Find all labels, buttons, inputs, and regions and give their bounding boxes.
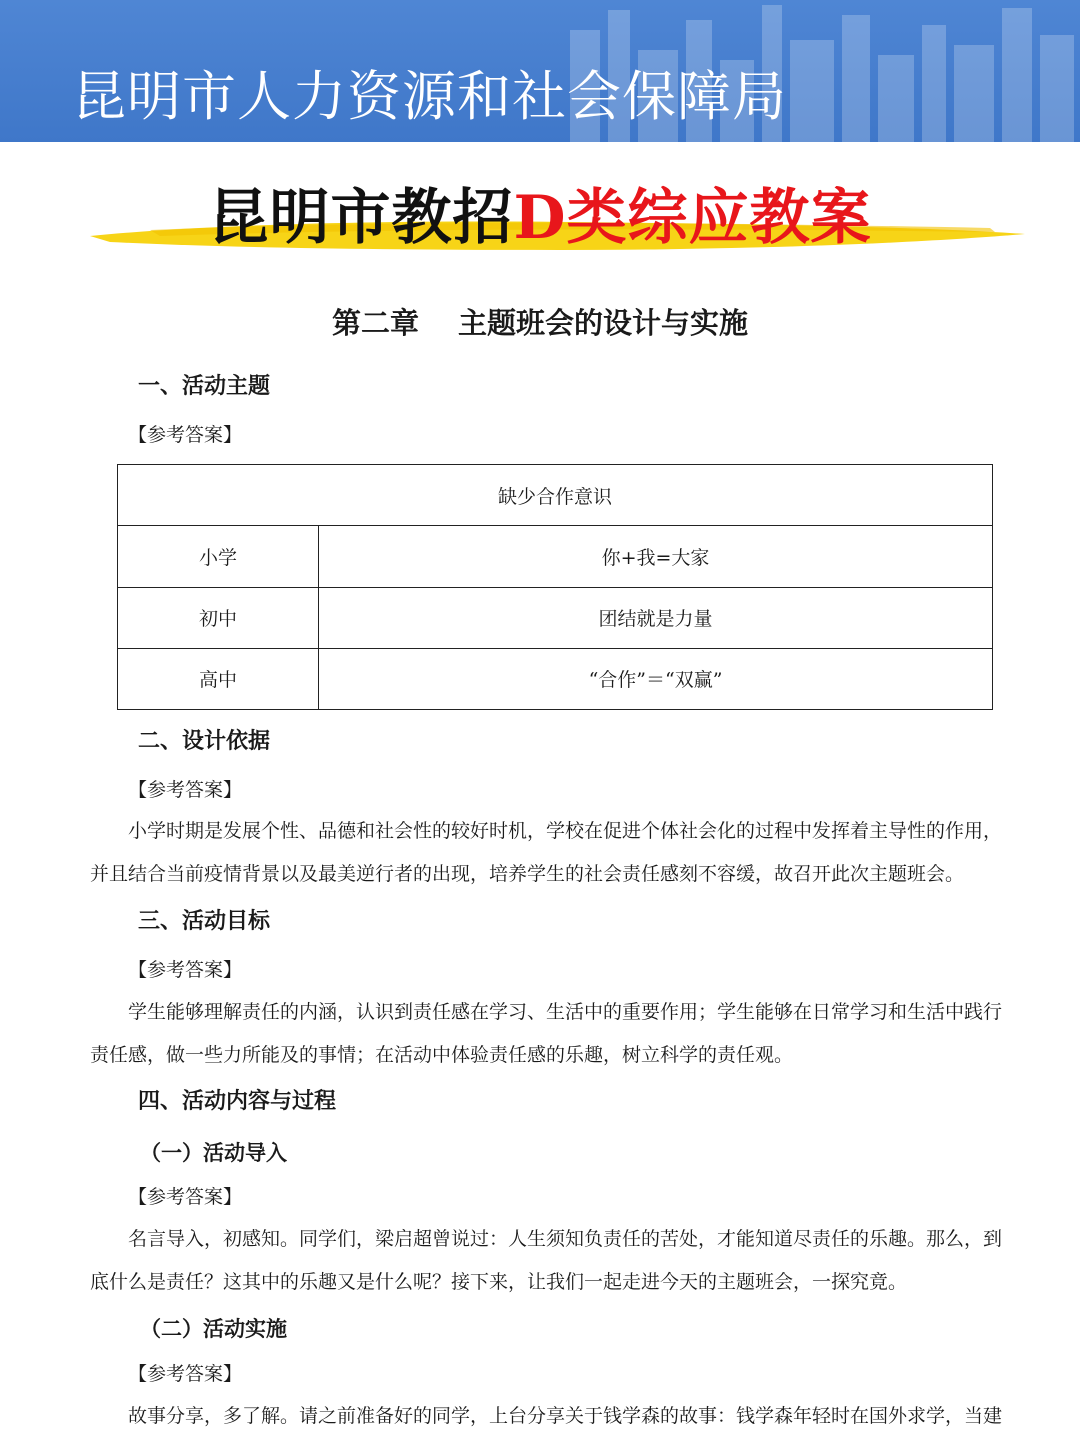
reference-answer-label: 【参考答案】 [128,1186,243,1208]
table-row [118,465,993,526]
paragraph-line: 责任感，做一些力所能及的事情；在活动中体验责任感的乐趣，树立科学的责任观。 [90,1044,794,1066]
table-theme-cell: 团结就是力量 [319,587,993,648]
document-title-block [0,168,1080,278]
paragraph-line: 故事分享，多了解。请之前准备好的同学，上台分享关于钱学森的故事：钱学森年轻时在国外求学，当建 [128,1405,1003,1427]
section-heading-activity-goals: 三、活动目标 [138,908,271,934]
subsection-heading-introduction: （一）活动导入 [140,1140,287,1165]
reference-answer-label: 【参考答案】 [128,959,243,981]
table-row [118,526,993,587]
paragraph-design-basis [90,810,1020,896]
section-heading-activity-theme: 一、活动主题 [138,373,271,399]
table-level-cell: 高中 [118,648,319,709]
paragraph-line: 名言导入，初感知。同学们，梁启超曾说过：人生须知负责任的苦处，才能知道尽责任的乐趣。那么，到 [128,1228,1003,1250]
paragraph-implementation [90,1395,1020,1438]
section-heading-activity-process: 四、活动内容与过程 [138,1088,337,1114]
banner-title: 昆明市人力资源和社会保障局 [72,65,787,128]
table-level-cell: 小学 [118,526,319,587]
table-theme-cell: 你+我=大家 [319,526,993,587]
document-title-black: 昆明市教招 [208,183,514,253]
table-row [118,587,993,648]
section-heading-design-basis: 二、设计依据 [138,728,271,754]
table-theme-cell: “合作”＝“双赢” [319,648,993,709]
table-row [118,648,993,709]
document-title-red: D类综应教案 [513,183,872,253]
paragraph-line: 并且结合当前疫情背景以及最美逆行者的出现，培养学生的社会责任感刻不容缓，故召开此次主题班会。 [90,863,965,885]
theme-table [117,464,993,710]
paragraph-line: 学生能够理解责任的内涵，认识到责任感在学习、生活中的重要作用；学生能够在日常学习和生活中践行 [128,1001,1003,1023]
table-header-cell: 缺少合作意识 [118,465,993,526]
document-title [0,178,1080,258]
paragraph-activity-goals [90,991,1020,1077]
subsection-heading-implementation: （二）活动实施 [140,1316,287,1341]
reference-answer-label: 【参考答案】 [128,779,243,801]
paragraph-line: 底什么是责任？这其中的乐趣又是什么呢？接下来，让我们一起走进今天的主题班会，一探究竟。 [90,1271,908,1293]
reference-answer-label: 【参考答案】 [128,424,243,446]
paragraph-introduction [90,1218,1020,1304]
reference-answer-label: 【参考答案】 [128,1363,243,1385]
table-level-cell: 初中 [118,587,319,648]
chapter-title: 第二章 主题班会的设计与实施 [331,306,749,340]
header-banner [0,0,1080,142]
paragraph-line: 小学时期是发展个性、品德和社会性的较好时机，学校在促进个体社会化的过程中发挥着主导性的作用， [128,820,1003,842]
